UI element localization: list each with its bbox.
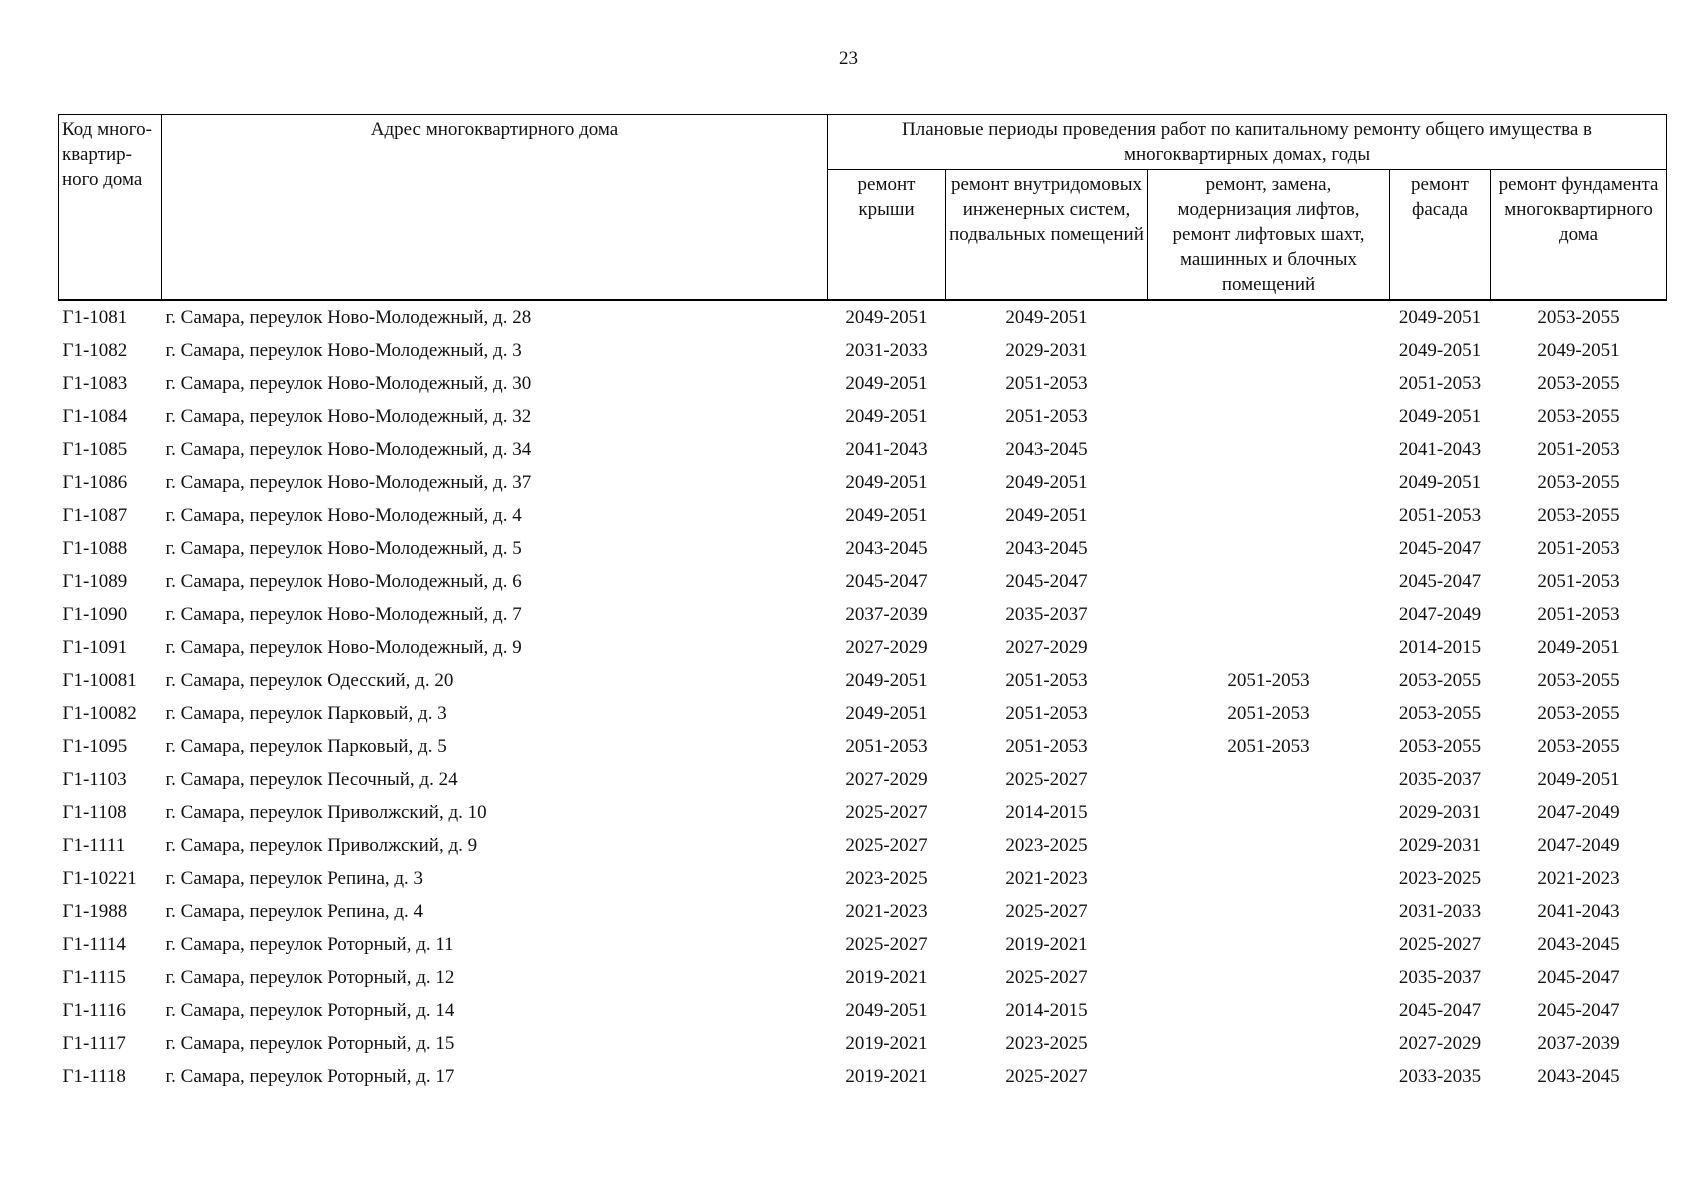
cell-facade: 2045-2047 (1398, 538, 1482, 559)
cell-address: г. Самара, переулок Парковый, д. 3 (165, 703, 447, 724)
cell-lifts (1148, 961, 1390, 994)
cell-lifts (1148, 1027, 1390, 1060)
cell-facade: 2041-2043 (1398, 439, 1482, 460)
cell-code: Г1-1111 (62, 835, 126, 856)
cell-foundation: 2049-2051 (1537, 340, 1620, 361)
cell-systems: 2049-2051 (1005, 472, 1088, 493)
cell-code: Г1-10082 (62, 703, 137, 724)
cell-foundation: 2047-2049 (1537, 802, 1620, 823)
cell-lifts (1148, 598, 1390, 631)
cell-facade: 2047-2049 (1398, 604, 1482, 625)
cell-systems: 2029-2031 (1005, 340, 1088, 361)
header-systems: ремонт внутридомовых инженерных систем, подвальных помещений (946, 170, 1148, 301)
cell-lifts: 2051-2053 (1227, 736, 1310, 757)
cell-foundation: 2043-2045 (1537, 934, 1620, 955)
cell-roof: 2043-2045 (845, 538, 928, 559)
cell-roof: 2025-2027 (845, 802, 928, 823)
cell-roof: 2049-2051 (845, 373, 928, 394)
cell-roof: 2037-2039 (845, 604, 928, 625)
cell-systems: 2027-2029 (1005, 637, 1088, 658)
table-row (59, 763, 1667, 796)
cell-foundation: 2041-2043 (1537, 901, 1620, 922)
cell-facade: 2045-2047 (1398, 571, 1482, 592)
table-body (59, 300, 1667, 1093)
cell-roof: 2027-2029 (845, 769, 928, 790)
table-row (59, 862, 1667, 895)
header-foundation: ремонт фундамента многоквартирного дома (1491, 170, 1667, 301)
cell-roof: 2019-2021 (845, 1033, 928, 1054)
table-row (59, 598, 1667, 631)
cell-roof: 2045-2047 (845, 571, 928, 592)
cell-foundation: 2051-2053 (1537, 571, 1620, 592)
cell-roof: 2027-2029 (845, 637, 928, 658)
header-lifts: ремонт, замена, модернизация лифтов, ремонт лифтовых шахт, машинных и блочных помещений (1148, 170, 1390, 301)
cell-code: Г1-1108 (62, 802, 127, 823)
cell-systems: 2051-2053 (1005, 670, 1088, 691)
cell-roof: 2049-2051 (845, 1000, 928, 1021)
cell-foundation: 2053-2055 (1537, 373, 1620, 394)
cell-foundation: 2053-2055 (1537, 505, 1620, 526)
cell-facade: 2029-2031 (1398, 802, 1482, 823)
cell-roof: 2049-2051 (845, 307, 928, 328)
cell-address: г. Самара, переулок Роторный, д. 15 (165, 1033, 455, 1054)
table-row (59, 631, 1667, 664)
cell-code: Г1-10221 (62, 868, 137, 889)
table-row (59, 1027, 1667, 1060)
cell-code: Г1-1118 (62, 1066, 126, 1087)
table-header (59, 115, 1667, 301)
cell-code: Г1-1089 (62, 571, 128, 592)
cell-facade: 2027-2029 (1398, 1033, 1482, 1054)
cell-address: г. Самара, переулок Ново-Молодежный, д. 6 (165, 571, 522, 592)
cell-foundation: 2051-2053 (1537, 439, 1620, 460)
cell-systems: 2014-2015 (1005, 802, 1088, 823)
cell-code: Г1-1095 (62, 736, 128, 757)
cell-code: Г1-1103 (62, 769, 127, 790)
cell-roof: 2025-2027 (845, 835, 928, 856)
cell-lifts (1148, 334, 1390, 367)
cell-facade: 2049-2051 (1398, 472, 1482, 493)
cell-facade: 2035-2037 (1398, 967, 1482, 988)
cell-systems: 2025-2027 (1005, 1066, 1088, 1087)
cell-roof: 2023-2025 (845, 868, 928, 889)
cell-lifts (1148, 565, 1390, 598)
cell-foundation: 2053-2055 (1537, 472, 1620, 493)
cell-facade: 2049-2051 (1398, 406, 1482, 427)
table-row (59, 499, 1667, 532)
cell-code: Г1-1116 (62, 1000, 126, 1021)
cell-facade: 2049-2051 (1398, 307, 1482, 328)
cell-roof: 2041-2043 (845, 439, 928, 460)
table-row (59, 1060, 1667, 1093)
cell-address: г. Самара, переулок Приволжский, д. 10 (165, 802, 487, 823)
cell-code: Г1-1086 (62, 472, 128, 493)
cell-systems: 2021-2023 (1005, 868, 1088, 889)
cell-lifts (1148, 1060, 1390, 1093)
cell-code: Г1-1087 (62, 505, 128, 526)
cell-foundation: 2051-2053 (1537, 538, 1620, 559)
header-code: Код много-квартир-ного дома (59, 115, 162, 301)
cell-systems: 2043-2045 (1005, 538, 1088, 559)
cell-code: Г1-1117 (62, 1033, 126, 1054)
cell-address: г. Самара, переулок Ново-Молодежный, д. 32 (165, 406, 532, 427)
cell-facade: 2035-2037 (1398, 769, 1482, 790)
cell-lifts: 2051-2053 (1227, 703, 1310, 724)
cell-systems: 2051-2053 (1005, 373, 1088, 394)
cell-foundation: 2053-2055 (1537, 670, 1620, 691)
table-row (59, 961, 1667, 994)
cell-address: г. Самара, переулок Одесский, д. 20 (165, 670, 454, 691)
cell-systems: 2049-2051 (1005, 307, 1088, 328)
cell-code: Г1-1083 (62, 373, 128, 394)
cell-address: г. Самара, переулок Ново-Молодежный, д. 3 (165, 340, 522, 361)
cell-foundation: 2037-2039 (1537, 1033, 1620, 1054)
cell-address: г. Самара, переулок Ново-Молодежный, д. 34 (165, 439, 532, 460)
cell-lifts (1148, 367, 1390, 400)
cell-address: г. Самара, переулок Ново-Молодежный, д. 9 (165, 637, 522, 658)
table-row (59, 829, 1667, 862)
cell-foundation: 2053-2055 (1537, 703, 1620, 724)
header-roof: ремонт крыши (828, 170, 946, 301)
cell-systems: 2049-2051 (1005, 505, 1088, 526)
cell-facade: 2051-2053 (1398, 373, 1482, 394)
cell-address: г. Самара, переулок Роторный, д. 11 (165, 934, 454, 955)
page-number: 23 (839, 48, 858, 69)
cell-systems: 2019-2021 (1005, 934, 1088, 955)
cell-address: г. Самара, переулок Роторный, д. 14 (165, 1000, 455, 1021)
cell-roof: 2049-2051 (845, 406, 928, 427)
cell-address: г. Самара, переулок Роторный, д. 12 (165, 967, 455, 988)
table-row (59, 400, 1667, 433)
cell-address: г. Самара, переулок Ново-Молодежный, д. 30 (165, 373, 532, 394)
cell-facade: 2053-2055 (1398, 670, 1482, 691)
cell-lifts (1148, 631, 1390, 664)
cell-address: г. Самара, переулок Ново-Молодежный, д. 37 (165, 472, 532, 493)
table-row (59, 664, 1667, 697)
cell-code: Г1-1084 (62, 406, 128, 427)
cell-facade: 2049-2051 (1398, 340, 1482, 361)
cell-facade: 2023-2025 (1398, 868, 1482, 889)
cell-address: г. Самара, переулок Репина, д. 4 (165, 901, 424, 922)
cell-facade: 2031-2033 (1398, 901, 1482, 922)
cell-lifts (1148, 433, 1390, 466)
cell-lifts (1148, 895, 1390, 928)
cell-lifts (1148, 862, 1390, 895)
cell-systems: 2035-2037 (1005, 604, 1088, 625)
cell-code: Г1-1088 (62, 538, 128, 559)
cell-foundation: 2053-2055 (1537, 736, 1620, 757)
cell-systems: 2051-2053 (1005, 703, 1088, 724)
table-row (59, 334, 1667, 367)
cell-code: Г1-1988 (62, 901, 128, 922)
cell-address: г. Самара, переулок Приволжский, д. 9 (165, 835, 478, 856)
cell-facade: 2014-2015 (1398, 637, 1482, 658)
cell-foundation: 2053-2055 (1537, 307, 1620, 328)
cell-facade: 2051-2053 (1398, 505, 1482, 526)
cell-systems: 2025-2027 (1005, 901, 1088, 922)
cell-code: Г1-1081 (62, 307, 128, 328)
cell-roof: 2021-2023 (845, 901, 928, 922)
cell-foundation: 2051-2053 (1537, 604, 1620, 625)
cell-systems: 2014-2015 (1005, 1000, 1088, 1021)
cell-systems: 2023-2025 (1005, 1033, 1088, 1054)
cell-lifts (1148, 994, 1390, 1027)
table-row (59, 895, 1667, 928)
cell-roof: 2025-2027 (845, 934, 928, 955)
table-row (59, 532, 1667, 565)
table-row (59, 730, 1667, 763)
cell-code: Г1-1090 (62, 604, 128, 625)
cell-foundation: 2043-2045 (1537, 1066, 1620, 1087)
cell-systems: 2023-2025 (1005, 835, 1088, 856)
table-row (59, 367, 1667, 400)
cell-foundation: 2049-2051 (1537, 637, 1620, 658)
cell-address: г. Самара, переулок Парковый, д. 5 (165, 736, 447, 757)
cell-systems: 2025-2027 (1005, 967, 1088, 988)
table-row (59, 433, 1667, 466)
cell-systems: 2051-2053 (1005, 736, 1088, 757)
cell-address: г. Самара, переулок Ново-Молодежный, д. 5 (165, 538, 522, 559)
cell-address: г. Самара, переулок Ново-Молодежный, д. 4 (165, 505, 522, 526)
cell-facade: 2053-2055 (1398, 736, 1482, 757)
cell-code: Г1-1091 (62, 637, 128, 658)
table-row (59, 928, 1667, 961)
header-facade: ремонт фасада (1390, 170, 1491, 301)
cell-foundation: 2049-2051 (1537, 769, 1620, 790)
cell-facade: 2033-2035 (1398, 1066, 1482, 1087)
cell-code: Г1-10081 (62, 670, 137, 691)
header-periods-title-text: Плановые периоды проведения работ по капитальному ремонту общего имущества в многоквартирных домах, годы (902, 119, 1593, 165)
cell-address: г. Самара, переулок Песочный, д. 24 (165, 769, 458, 790)
cell-code: Г1-1115 (62, 967, 126, 988)
cell-lifts (1148, 829, 1390, 862)
cell-lifts (1148, 499, 1390, 532)
header-address: Адрес многоквартирного дома (162, 115, 828, 301)
cell-roof: 2051-2053 (845, 736, 928, 757)
cell-facade: 2053-2055 (1398, 703, 1482, 724)
cell-roof: 2031-2033 (845, 340, 928, 361)
cell-code: Г1-1085 (62, 439, 128, 460)
cell-facade: 2045-2047 (1398, 1000, 1482, 1021)
cell-systems: 2045-2047 (1005, 571, 1088, 592)
cell-systems: 2025-2027 (1005, 769, 1088, 790)
cell-address: г. Самара, переулок Репина, д. 3 (165, 868, 424, 889)
cell-address: г. Самара, переулок Ново-Молодежный, д. 28 (165, 307, 532, 328)
cell-systems: 2051-2053 (1005, 406, 1088, 427)
table-row (59, 466, 1667, 499)
cell-code: Г1-1114 (62, 934, 126, 955)
cell-roof: 2019-2021 (845, 1066, 928, 1087)
cell-roof: 2049-2051 (845, 703, 928, 724)
cell-foundation: 2045-2047 (1537, 1000, 1620, 1021)
cell-lifts (1148, 796, 1390, 829)
table-row (59, 697, 1667, 730)
table-row (59, 796, 1667, 829)
cell-foundation: 2045-2047 (1537, 967, 1620, 988)
cell-lifts (1148, 300, 1390, 334)
cell-lifts (1148, 763, 1390, 796)
capital-repair-table (58, 114, 1667, 1093)
cell-code: Г1-1082 (62, 340, 128, 361)
cell-roof: 2049-2051 (845, 505, 928, 526)
cell-foundation: 2053-2055 (1537, 406, 1620, 427)
cell-roof: 2049-2051 (845, 472, 928, 493)
cell-foundation: 2047-2049 (1537, 835, 1620, 856)
cell-roof: 2019-2021 (845, 967, 928, 988)
table-row (59, 300, 1667, 334)
cell-lifts (1148, 928, 1390, 961)
cell-lifts: 2051-2053 (1227, 670, 1310, 691)
cell-foundation: 2021-2023 (1537, 868, 1620, 889)
cell-facade: 2029-2031 (1398, 835, 1482, 856)
cell-lifts (1148, 400, 1390, 433)
cell-lifts (1148, 466, 1390, 499)
cell-systems: 2043-2045 (1005, 439, 1088, 460)
cell-address: г. Самара, переулок Ново-Молодежный, д. 7 (165, 604, 522, 625)
cell-facade: 2025-2027 (1398, 934, 1482, 955)
cell-address: г. Самара, переулок Роторный, д. 17 (165, 1066, 455, 1087)
header-periods-title (828, 115, 1667, 170)
cell-roof: 2049-2051 (845, 670, 928, 691)
table-row (59, 565, 1667, 598)
table-row (59, 994, 1667, 1027)
cell-lifts (1148, 532, 1390, 565)
